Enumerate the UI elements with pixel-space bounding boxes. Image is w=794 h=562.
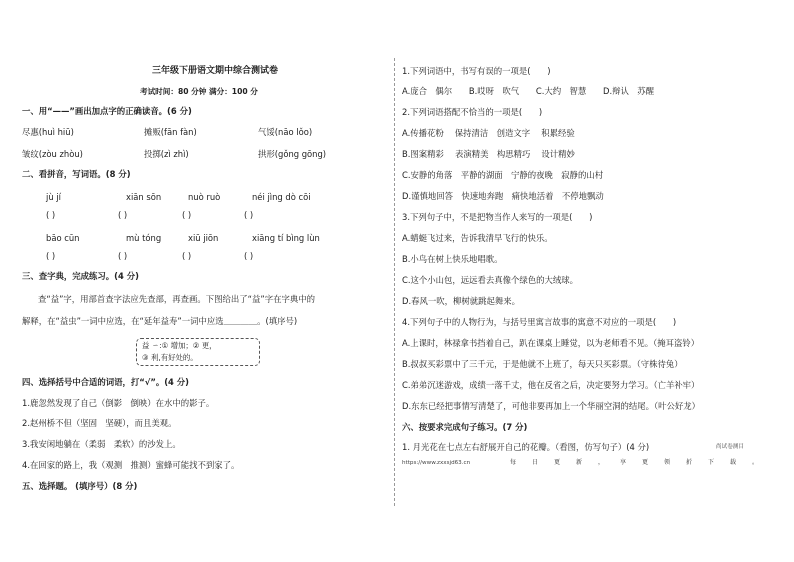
dictionary-definition-box [136,338,260,366]
section6-heading: 六、按要求完成句子练习。(7 分) [402,422,528,432]
answer-blank[interactable]: ( ) [46,210,56,220]
section2-heading: 二、看拼音，写词语。(8 分) [22,169,131,179]
exam-info: 考试时间：80 分钟 满分：100 分 [140,87,258,96]
pinyin: nuò ruò [188,192,221,202]
pinyin: xiāng tí bìng lùn [252,233,320,243]
definition-line-2: ③ 利,有好处的。 [142,353,198,362]
q4-stem: 4.下列句子中的人物行为，与括号里寓言故事的寓意不对应的一项是( ) [402,317,677,327]
s1-r2-item3: 拱形(gǒng gōng) [258,149,327,159]
s1-r1-item3: 气馁(nāo lǒo) [258,127,313,137]
s1-r2-item2: 投掷(zì zhì) [144,149,189,159]
q2-stem: 2.下列词语搭配不恰当的一项是( ) [402,107,543,117]
section4-item-1: 1.鹿忽然发现了自己（倒影 倒映）在水中的影子。 [22,398,215,408]
section3-text-1: 查“益”字，用部首查字法应先查部，再查画。下图给出了“益”字在字典中的 [38,294,315,304]
section4-heading: 四、选择括号中合适的词语，打“√”。(4 分) [22,377,189,387]
section4-item-3: 3.我安闲地躺在（柔弱 柔软）的沙发上。 [22,439,181,449]
pinyin: bāo cūn [46,233,80,243]
q4-option-a: A.上课时，林禄拿书挡着自己，趴在课桌上睡觉，以为老师看不见。（掩耳盗铃） [402,338,700,348]
watermark-url[interactable]: https://www.zxxsjd63.cn [402,460,471,466]
page-title: 三年级下册语文期中综合测试卷 [152,66,279,76]
pinyin: mù tóng [126,233,162,243]
definition-line-1: 益 ㄧ:① 增加；② 更， [142,341,217,350]
watermark-right: 尚试卷测目 [716,444,744,450]
q3-option-a: A.蜻蜓飞过来，告诉我清早飞行的快乐。 [402,233,553,243]
q2-option-d: D.谨慎地回答 快速地奔跑 痛快地活着 不停地飘动 [402,191,604,201]
answer-blank[interactable]: ( ) [118,210,128,220]
q1-stem: 1.下列词语中，书写有误的一项是( ) [402,66,551,76]
q2-option-a: A.传播花粉 保持清洁 创造文字 积累经验 [402,128,575,138]
q2-option-b: B.图案精彩 表演精美 构思精巧 设计精妙 [402,149,575,159]
section1-heading: 一、用“——”画出加点字的正确读音。(6 分) [22,106,192,116]
q4-option-d: D.东东已经把事情写清楚了，可他非要再加上一个华丽空洞的结尾。（叶公好龙） [402,401,701,411]
answer-blank[interactable]: ( ) [182,251,192,261]
section3-text-2: 解释，在“益虫”一词中应选，在“延年益寿”一词中应选＿＿＿＿。(填序号) [22,316,298,326]
q3-option-c: C.这个小山包，远远看去真像个绿色的大绒球。 [402,275,579,285]
q4-option-c: C.弟弟沉迷游戏，成绩一落千丈，他在反省之后，决定要努力学习。（亡羊补牢） [402,380,700,390]
q4-option-b: B.叔叔买彩票中了三千元，于是他就不上班了，每天只买彩票。（守株待兔） [402,359,683,369]
pinyin: néi jìng dò cōi [252,192,311,202]
pinyin: xiān sōn [126,192,162,202]
answer-blank[interactable]: ( ) [118,251,128,261]
q3-stem: 3.下列句子中，不是把物当作人来写的一项是( ) [402,212,593,222]
section3-heading: 三、查字典，完成练习。(4 分) [22,271,139,281]
section4-item-2: 2.赵州桥不但（坚固 坚硬），而且美观。 [22,418,177,428]
pinyin: xiū jiōn [188,233,219,243]
s1-r2-item1: 皱纹(zòu zhòu) [22,149,83,159]
answer-blank[interactable]: ( ) [46,251,56,261]
q3-option-b: B.小鸟在树上快乐地唱歌。 [402,254,503,264]
answer-blank[interactable]: ( ) [182,210,192,220]
s1-r1-item1: 尽惠(huì hiū) [22,127,74,137]
column-divider [394,58,395,506]
section6-q1: 1. 月光花在七点左右舒展开自己的花瓣。（看图，仿写句子）(4 分) [402,442,650,452]
s1-r1-item2: 摊贩(fān fàn) [144,127,197,137]
section5-heading: 五、选择题。 (填序号）(8 分) [22,481,138,491]
q2-option-c: C.安静的角落 平静的湖面 宁静的夜晚 寂静的山村 [402,170,604,180]
section4-item-4: 4.在回家的路上，我（观测 推测）蜜蜂可能找不到家了。 [22,460,240,470]
answer-blank[interactable]: ( ) [244,251,254,261]
pinyin: jù jí [46,192,61,202]
q1-options: A.庞合 偶尔 B.哎呀 吹气 C.大约 智慧 D.辩认 苏醒 [402,86,655,96]
q3-option-d: D.春风一吹，柳树就跳起舞来。 [402,296,520,306]
watermark-text: 每日更新，享更领折下载。 [510,459,775,466]
answer-blank[interactable]: ( ) [244,210,254,220]
